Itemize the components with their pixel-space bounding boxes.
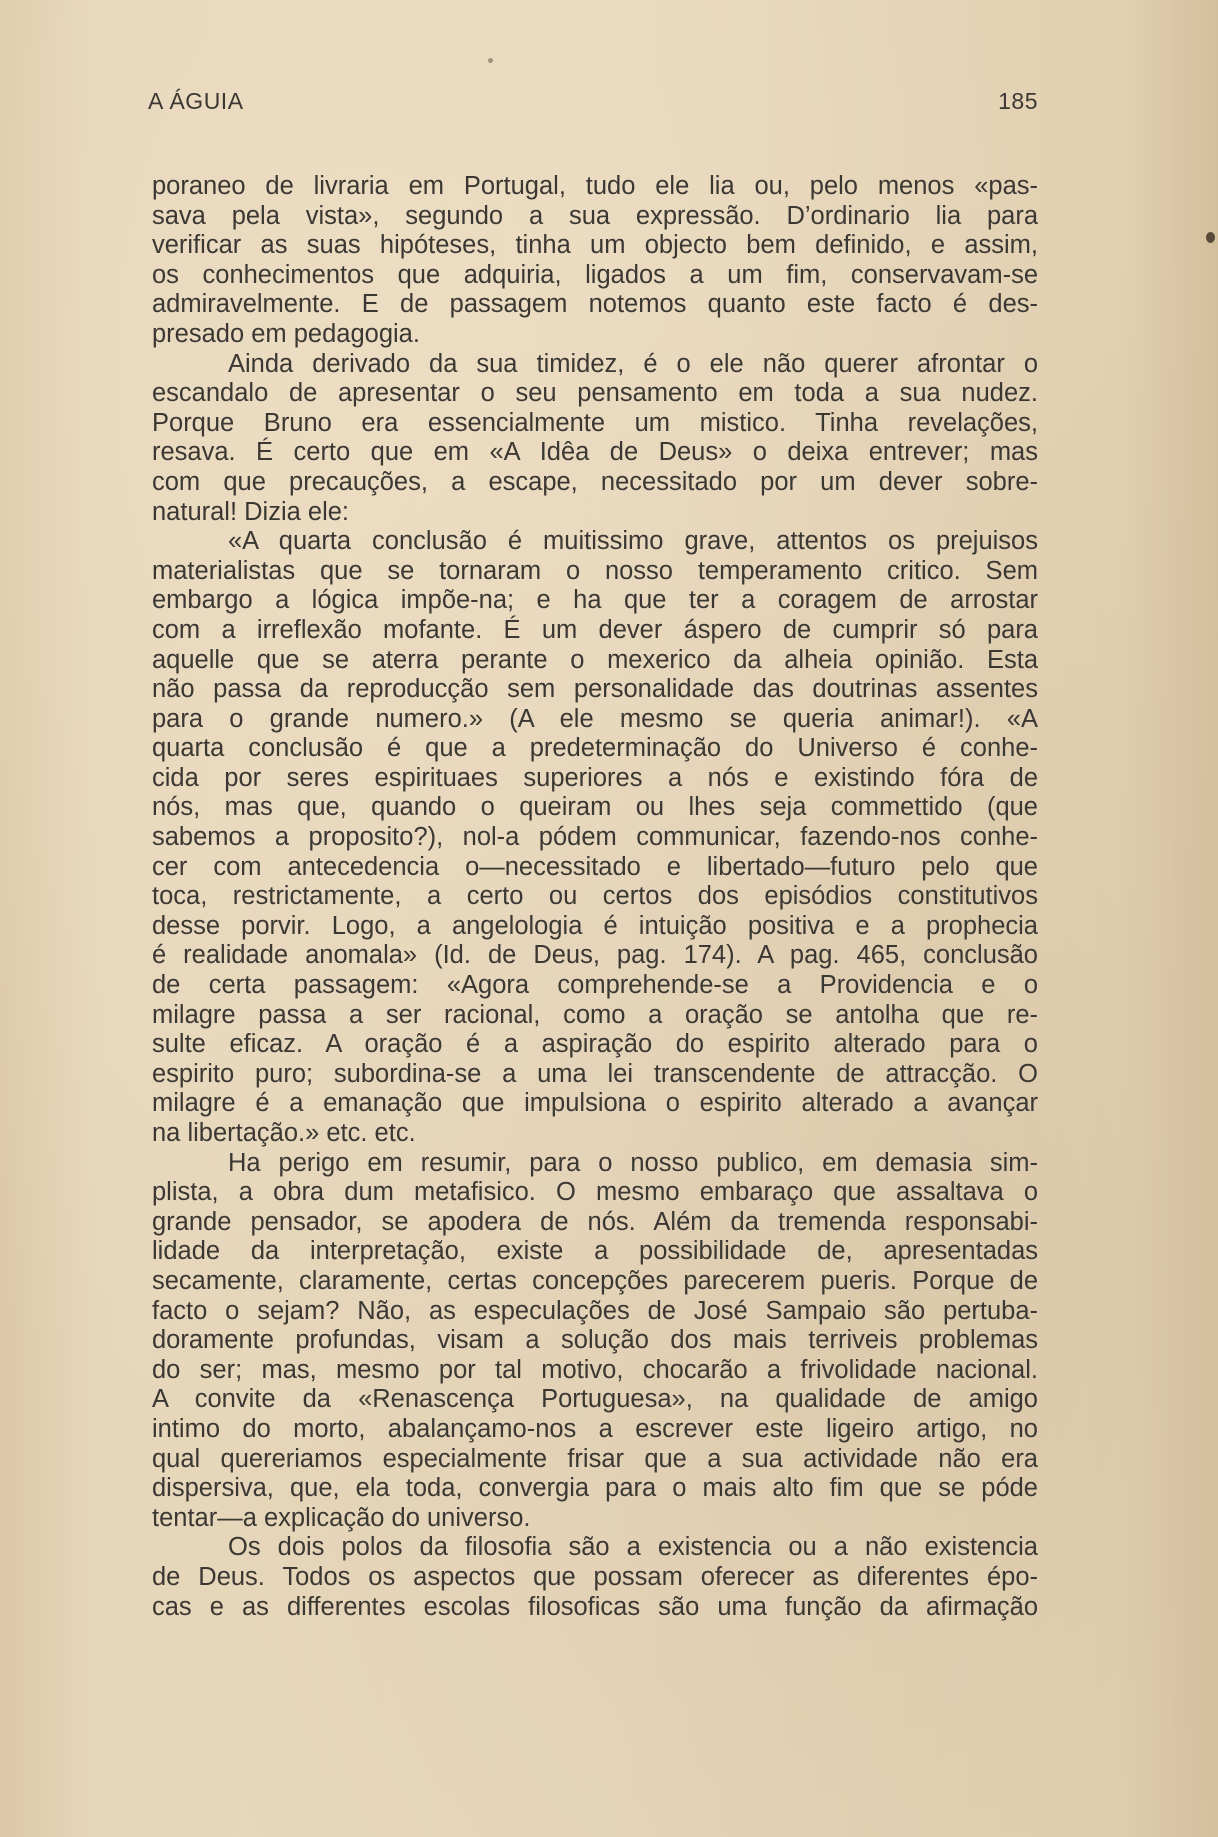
text-line: de certa passagem: «Agora comprehende-se a Providencia e o (152, 971, 1038, 1000)
text-line: facto o sejam? Não, as especulações de José Sampaio são pertuba- (152, 1296, 1038, 1325)
text-line: «A quarta conclusão é muitissimo grave, attentos os prejuisos (228, 527, 1038, 556)
text-line: tentar—a explicação do universo. (152, 1503, 531, 1532)
text-line: sava pela vista», segundo a sua expressão. D’ordinario lia para (152, 201, 1038, 230)
text-line: com a irreflexão mofante. É um dever áspero de cumprir só para (152, 615, 1038, 644)
text-line: desse porvir. Logo, a angelologia é intuição positiva e a prophecia (152, 911, 1038, 940)
page-header (148, 88, 1038, 120)
text-line: dispersiva, que, ela toda, convergia para o mais alto fim que se póde (152, 1474, 1038, 1503)
text-line: secamente, claramente, certas concepções parecerem pueris. Porque de (152, 1266, 1038, 1295)
text-line: aquelle que se aterra perante o mexerico da alheia opinião. Esta (152, 645, 1038, 674)
text-line: com que precauções, a escape, necessitado por um dever sobre- (152, 467, 1038, 496)
page-number: 185 (998, 88, 1038, 114)
text-line: plista, a obra dum metafisico. O mesmo embaraço que assaltava o (152, 1178, 1038, 1207)
text-line: cas e as differentes escolas filosoficas são uma função da afirmação (152, 1592, 1038, 1621)
text-line: intimo do morto, abalançamo-nos a escrever este ligeiro artigo, no (152, 1414, 1038, 1443)
text-line: não passa da reproducção sem personalidade das doutrinas assentes (152, 675, 1038, 704)
text-line: do ser; mas, mesmo por tal motivo, chocarão a frivolidade nacional. (152, 1355, 1038, 1384)
text-line: sabemos a proposito?), nol-a pódem communicar, fazendo-nos conhe- (152, 823, 1038, 852)
text-line: Ha perigo em resumir, para o nosso publico, em demasia sim- (228, 1148, 1038, 1177)
running-title: A ÁGUIA (148, 88, 244, 114)
text-line: cer com antecedencia o—necessitado e libertado—futuro pelo que (152, 852, 1038, 881)
text-line: milagre é a emanação que impulsiona o espirito alterado a avançar (152, 1089, 1038, 1118)
text-line: os conhecimentos que adquiria, ligados a um fim, conservavam-se (152, 260, 1038, 289)
text-line: na libertação.» etc. etc. (152, 1119, 416, 1147)
text-line: qual quereriamos especialmente frisar que a sua actividade não era (152, 1444, 1038, 1473)
text-line: verificar as suas hipóteses, tinha um objecto bem definido, e assim, (152, 231, 1038, 260)
body-text (152, 172, 1038, 1622)
text-line: quarta conclusão é que a predeterminação do Universo é conhe- (152, 734, 1038, 763)
text-line: para o grande numero.» (A ele mesmo se queria animar!). «A (152, 704, 1038, 733)
text-line: nós, mas que, quando o queiram ou lhes seja commettido (que (152, 793, 1038, 822)
text-line: admiravelmente. E de passagem notemos quanto este facto é des- (152, 290, 1038, 319)
text-line: é realidade anomala» (Id. de Deus, pag. 174). A pag. 465, conclusão (152, 941, 1038, 970)
text-line: A convite da «Renascença Portuguesa», na qualidade de amigo (152, 1385, 1038, 1414)
text-line: Ainda derivado da sua timidez, é o ele não querer afrontar o (228, 349, 1038, 378)
text-line: natural! Dizia ele: (152, 497, 350, 526)
text-line: resava. É certo que em «A Idêa de Deus» o deixa entrever; mas (152, 438, 1038, 467)
text-line: grande pensador, se apodera de nós. Além da tremenda responsabi- (152, 1207, 1038, 1236)
text-line: espirito puro; subordina-se a uma lei transcendente de attracção. O (152, 1059, 1038, 1088)
text-line: materialistas que se tornaram o nosso temperamento critico. Sem (152, 556, 1038, 585)
text-line: doramente profundas, visam a solução dos mais terriveis problemas (152, 1326, 1038, 1355)
text-line: sulte eficaz. A oração é a aspiração do espirito alterado para o (152, 1030, 1038, 1059)
text-line: cida por seres espirituaes superiores a nós e existindo fóra de (152, 763, 1038, 792)
text-line: escandalo de apresentar o seu pensamento em toda a sua nudez. (152, 379, 1038, 408)
text-line: Porque Bruno era essencialmente um mistico. Tinha revelações, (152, 408, 1038, 437)
text-line: Os dois polos da filosofia são a existencia ou a não existencia (228, 1533, 1038, 1562)
ink-speck (488, 58, 493, 63)
text-line: toca, restrictamente, a certo ou certos dos episódios constitutivos (152, 882, 1038, 911)
text-line: presado em pedagogia. (152, 319, 420, 348)
text-line: embargo a lógica impõe-na; e ha que ter a coragem de arrostar (152, 586, 1038, 615)
text-line: poraneo de livraria em Portugal, tudo ele lia ou, pelo menos «pas- (152, 172, 1038, 200)
text-line: de Deus. Todos os aspectos que possam oferecer as diferentes épo- (152, 1562, 1038, 1591)
text-line: milagre passa a ser racional, como a oração se antolha que re- (152, 1000, 1038, 1029)
ink-speck (1206, 232, 1215, 243)
text-line: lidade da interpretação, existe a possibilidade de, apresentadas (152, 1237, 1038, 1266)
